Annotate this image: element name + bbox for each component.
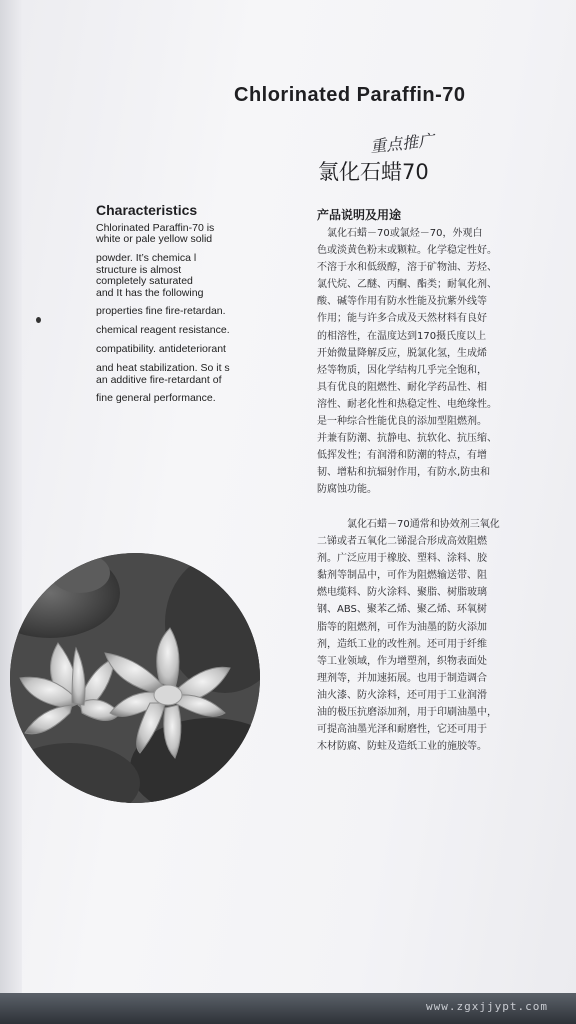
description-line: 木材防腐、防蛀及造纸工业的施胶等。 (317, 741, 487, 753)
description-line: 等工业领域，作为增塑剂，织物表面处 (317, 655, 487, 667)
description-line: 脂等的阻燃剂，可作为油墨的防火添加 (317, 621, 487, 633)
characteristics-line: and It has the following (96, 286, 204, 299)
description-line: 可提高油墨光泽和耐磨性，它还可用于 (317, 724, 487, 736)
print-speck (36, 317, 41, 323)
characteristics-line: properties fine fire-retardan. (96, 305, 226, 318)
characteristics-line: and heat stabilization. So it s (96, 362, 230, 375)
characteristics-line: completely saturated (96, 275, 193, 288)
description-line: 油火漆、防火涂料，还可用于工业润滑 (317, 689, 487, 701)
handwritten-note: 重点推广 (369, 130, 435, 157)
description-line: 低挥发性；有润滑和防潮的特点，有增 (317, 450, 487, 462)
description-line: 酸、碱等作用有防水性能及抗紫外线等 (317, 296, 487, 308)
lotus-flower-illustration (10, 553, 260, 803)
description-line: 溶性、耐老化性和热稳定性、电绝缘性。 (317, 398, 497, 410)
description-line: 理剂等，并加速拓展。也用于制造调合 (317, 672, 487, 684)
characteristics-text (96, 223, 296, 405)
characteristics-line: chemical reagent resistance. (96, 324, 230, 337)
characteristics-line: Chlorinated Paraffin-70 is (96, 222, 215, 234)
description-line: 开始微量降解反应，脱氯化氢，生成烯 (317, 347, 487, 359)
description-line: 韧、增粘和抗辐射作用，有防水,防虫和 (317, 467, 491, 479)
site-watermark: www.zgxjjypt.com (426, 1000, 548, 1013)
page-edge-shadow (0, 0, 22, 1000)
description-line: 防腐蚀功能。 (317, 484, 377, 496)
description-line: 氯化石蜡－70或氯烃－70，外观白 (327, 228, 483, 239)
description-line: 具有优良的阻燃性、耐化学药品性、相 (317, 381, 487, 393)
characteristics-line: structure is almost (96, 263, 182, 276)
description-line: 油的极压抗磨添加剂，用于印刷油墨中， (317, 707, 497, 719)
description-line: 作用；能与许多合成及天然材料有良好 (317, 313, 487, 325)
characteristics-line: fine general performance. (96, 392, 216, 405)
characteristics-line: compatibility. antideteriorant (96, 343, 226, 356)
product-description-paragraph-1 (317, 225, 549, 499)
description-line: 并兼有防潮、抗静电、抗软化、抗压缩、 (317, 433, 497, 445)
lotus-flower-photo (10, 553, 260, 803)
characteristics-heading: Characteristics (96, 202, 198, 218)
description-line: 色或淡黄色粉末或颗粒。化学稳定性好。 (317, 245, 497, 257)
description-line: 是一种综合性能优良的添加型阻燃剂。 (317, 416, 487, 428)
description-line: 氯代烷、乙醚、丙酮、酯类；耐氧化剂、 (317, 279, 497, 291)
description-line: 的相溶性，在温度达到170摄氏度以上 (317, 330, 487, 342)
description-line: 氯化石蜡－70通常和协效剂三氧化 (347, 519, 500, 530)
characteristics-line: an additive fire-retardant of (96, 373, 222, 386)
description-line: 二锑或者五氧化二锑混合形成高效阻燃 (317, 536, 487, 548)
description-line: 不溶于水和低级醇，溶于矿物油、芳烃、 (317, 262, 497, 274)
description-line: 烃等物质，因化学结构几乎完全饱和， (317, 364, 487, 376)
product-description-heading: 产品说明及用途 (317, 208, 402, 222)
chinese-title: 氯化石蜡70 (318, 160, 429, 184)
description-line: 剂。广泛应用于橡胶、塑料、涂料、胶 (317, 553, 487, 565)
product-description-paragraph-2 (317, 516, 549, 755)
description-line: 剂，造纸工业的改性剂。还可用于纤维 (317, 638, 487, 650)
characteristics-line: powder. It’s chemica l (96, 252, 197, 265)
description-line: 黏剂等制品中，可作为阻燃输送带、阻 (317, 570, 487, 582)
characteristics-line: white or pale yellow solid (96, 233, 213, 246)
description-line: 燃电缆料、防火涂料、聚脂、树脂玻璃 (317, 587, 487, 599)
english-title: Chlorinated Paraffin-70 (234, 84, 466, 106)
description-line: 钢、ABS、聚苯乙烯、聚乙烯、环氧树 (317, 604, 487, 616)
